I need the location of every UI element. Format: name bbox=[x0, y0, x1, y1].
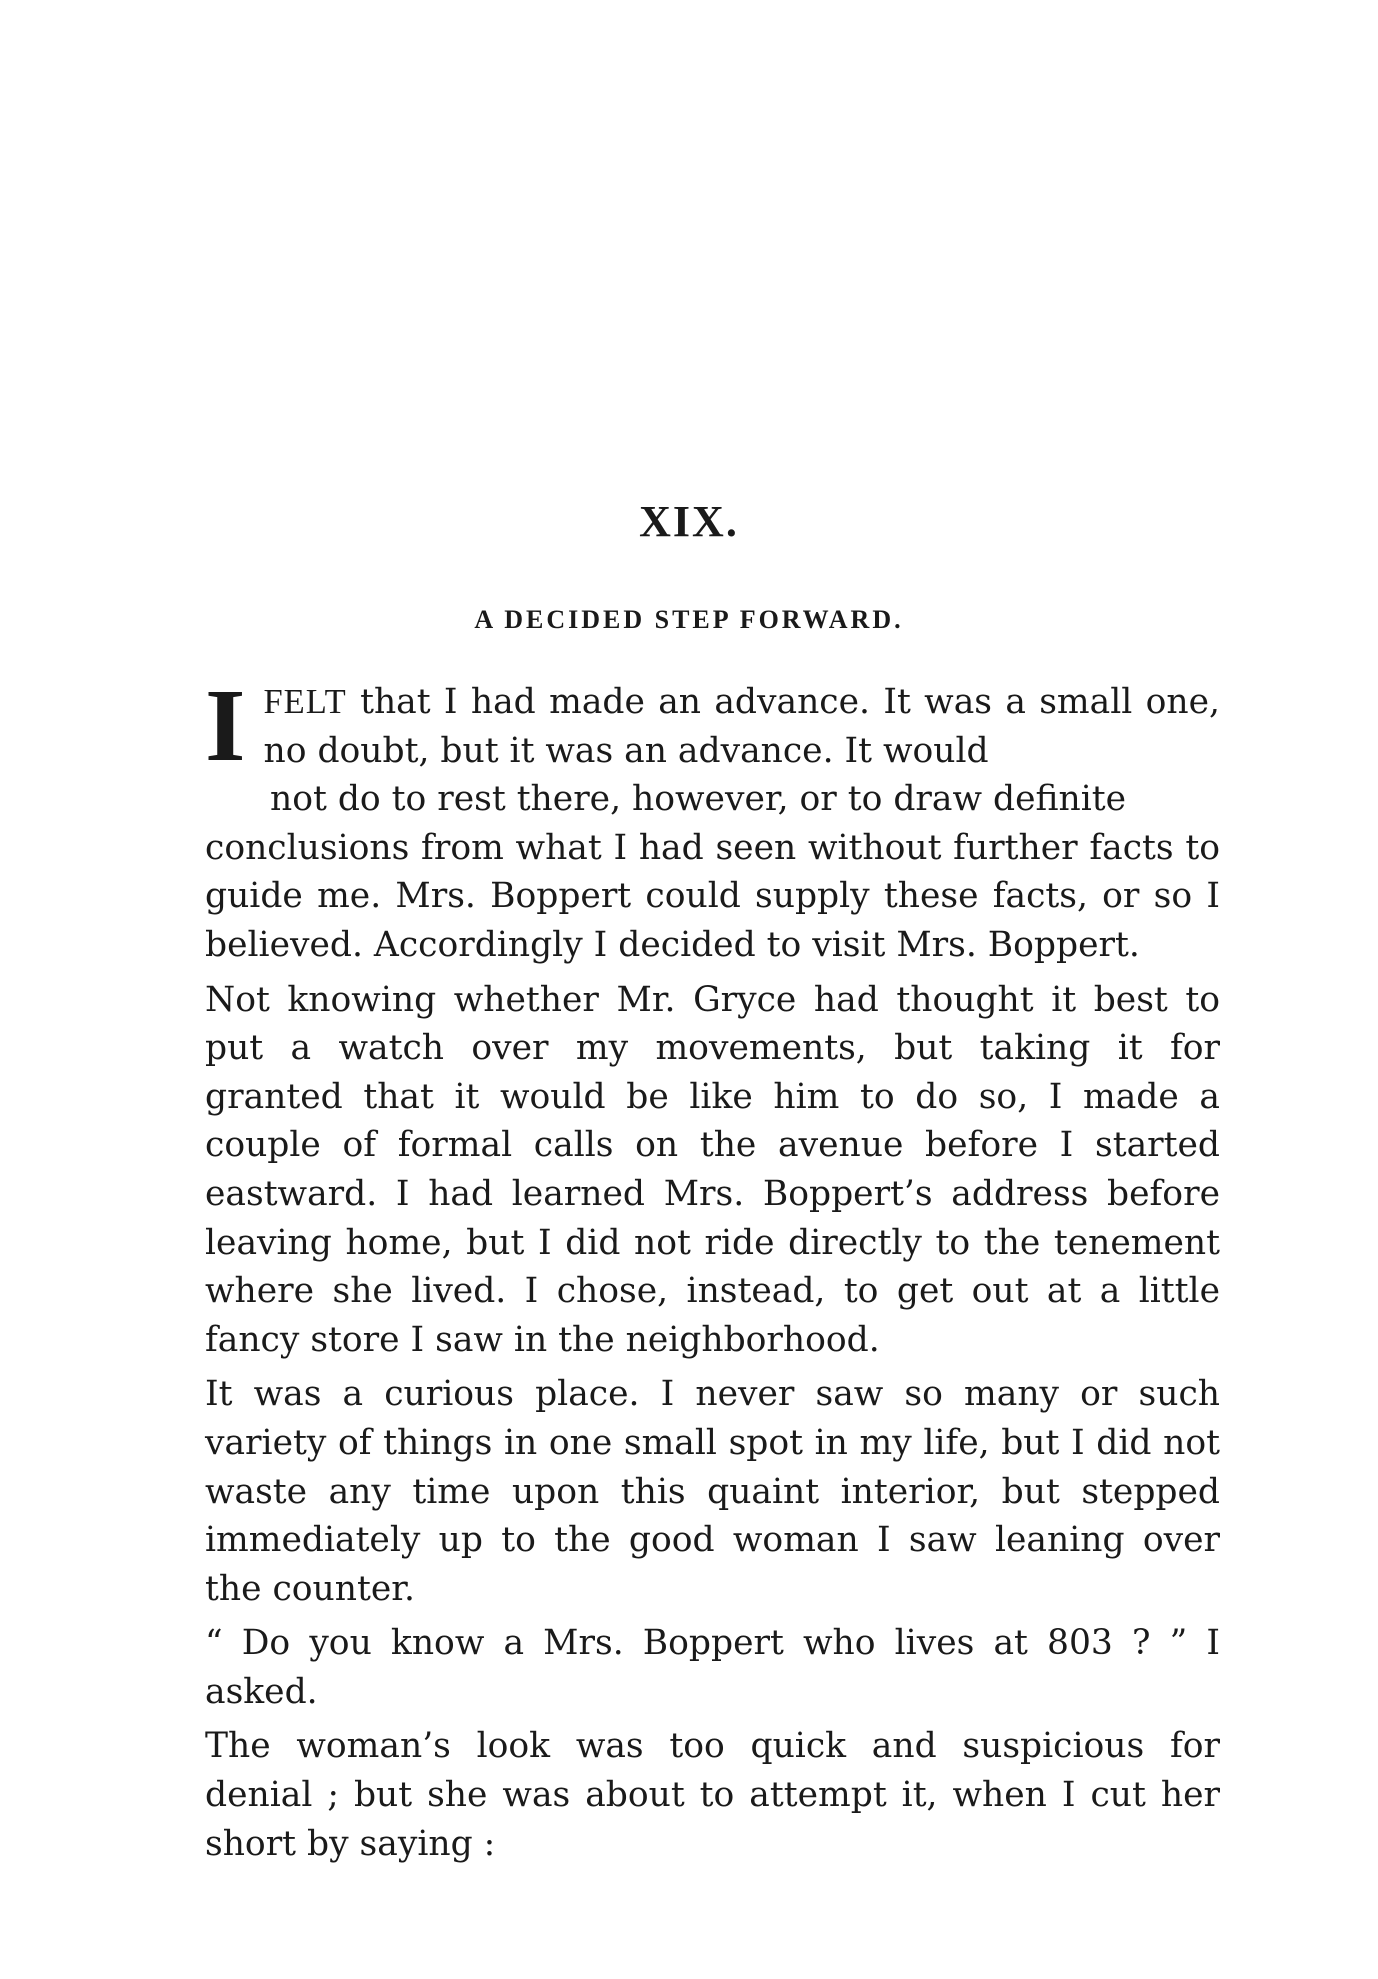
paragraph-4: “ Do you know a Mrs. Boppert who lives at 803 ? ” I asked. bbox=[205, 1623, 1220, 1712]
paragraph-1-opening: that I had made an advance. It was a small one, no doubt, but it was an advance. It would bbox=[263, 682, 1220, 771]
paragraph-1-rest: conclusions from what I had seen without further facts to guide me. Mrs. Boppert could supply these facts, or so I believed. Accordingly I decided to visit Mrs. Boppert. bbox=[205, 827, 1220, 965]
paragraph-2: Not knowing whether Mr. Gryce had thought it best to put a watch over my movements, but taking it for granted that it would be like him to do so, I made a couple of formal calls on the avenue before I started eastward. I had learned Mrs. Boppert’s address before leaving home, but I did not ride directly to the tenement where she lived. I chose, instead, to get out at a little fancy store I saw in the neighborhood. bbox=[205, 979, 1220, 1360]
chapter-body bbox=[205, 668, 1220, 1868]
paragraph-3: It was a curious place. I never saw so many or such variety of things in one small spot in my life, but I did not waste any time upon this quaint interior, but stepped immediately up to the good woman I saw leaning over the counter. bbox=[205, 1374, 1220, 1609]
lead-in-word: FELT bbox=[263, 683, 347, 721]
chapter-title: A DECIDED STEP FORWARD. bbox=[474, 605, 904, 634]
paragraph-1-indented-line: not do to rest there, however, or to draw definite bbox=[270, 779, 1127, 820]
drop-cap: I bbox=[205, 668, 246, 783]
chapter-number: XIX. bbox=[639, 497, 739, 546]
paragraph-1 bbox=[205, 668, 1220, 970]
paragraph-5: The woman’s look was too quick and suspicious for denial ; but she was about to attempt it, when I cut her short by saying : bbox=[205, 1726, 1220, 1864]
